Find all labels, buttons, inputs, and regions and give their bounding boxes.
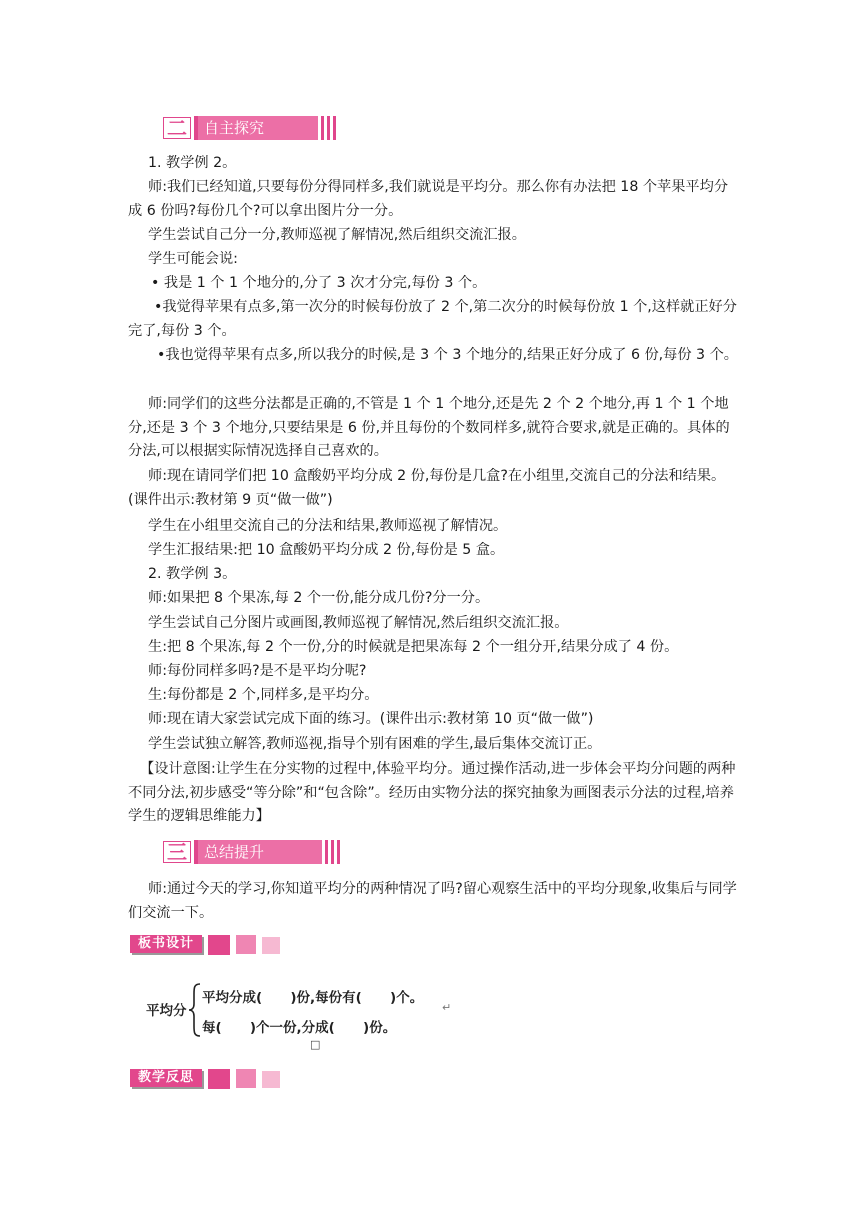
paragraph: 2. 教学例 3。 bbox=[148, 566, 237, 582]
paragraph: 学生尝试自己分图片或画图,教师巡视了解情况,然后组织交流汇报。 bbox=[148, 615, 569, 631]
paragraph: •我也觉得苹果有点多,所以我分的时候,是 3 个 3 个地分的,结果正好分成了 6 份,每份 3 个。 bbox=[157, 347, 738, 363]
paragraph: 师:如果把 8 个果冻,每 2 个一份,能分成几份?分一分。 bbox=[148, 590, 490, 606]
section-number-box: 三 bbox=[163, 841, 191, 863]
section-title: 总结提升 bbox=[198, 840, 322, 864]
decor-square bbox=[236, 1069, 256, 1088]
decor-square bbox=[262, 1071, 280, 1088]
decor-square bbox=[262, 937, 280, 954]
board-root-label: 平均分 bbox=[146, 1003, 187, 1019]
return-mark-icon: ↵ bbox=[442, 1001, 452, 1014]
paragraph: 1. 教学例 2。 bbox=[148, 155, 237, 171]
board-line-2: 每( )个一份,分成( )份。 bbox=[202, 1020, 397, 1036]
design-intent-paragraph: 【设计意图:让学生在分实物的过程中,体验平均分。通过操作活动,进一步体会平均分问题的两种不同分法,初步感受“等分除”和“包含除”。经历由实物分法的探究抽象为画图表示分法的过程,培养学生的逻辑思维能力】 bbox=[128, 761, 736, 824]
paragraph: •我觉得苹果有点多,第一次分的时候每份放了 2 个,第二次分的时候每份放 1 个,这样就正好分完了,每份 3 个。 bbox=[128, 299, 737, 339]
paragraph: • 我是 1 个 1 个地分的,分了 3 次才分完,每份 3 个。 bbox=[151, 275, 487, 291]
paragraph: 师:现在请大家尝试完成下面的练习。(课件出示:教材第 10 页“做一做”) bbox=[148, 711, 594, 727]
paragraph: 师:现在请同学们把 10 盒酸奶平均分成 2 份,每份是几盒?在小组里,交流自己的分法和结果。(课件出示:教材第 9 页“做一做”) bbox=[128, 468, 726, 508]
paragraph: 生:每份都是 2 个,同样多,是平均分。 bbox=[148, 687, 379, 703]
decor-square bbox=[236, 935, 256, 954]
paragraph: 学生在小组里交流自己的分法和结果,教师巡视了解情况。 bbox=[148, 518, 508, 534]
box-mark-icon: □ bbox=[310, 1038, 321, 1051]
reflection-header bbox=[130, 1069, 280, 1089]
paragraph: 生:把 8 个果冻,每 2 个一份,分的时候就是把果冻每 2 个一组分开,结果分成了 4 份。 bbox=[148, 639, 679, 655]
section-title: 自主探究 bbox=[198, 116, 318, 140]
section-banner-summary bbox=[163, 840, 340, 864]
summary-paragraph: 师:通过今天的学习,你知道平均分的两种情况了吗?留心观察生活中的平均分现象,收集后与同学们交流一下。 bbox=[128, 881, 737, 921]
decor-square bbox=[208, 1069, 230, 1089]
reflection-label: 教学反思 bbox=[130, 1069, 202, 1087]
board-design-header bbox=[130, 935, 280, 955]
section-number-box: 二 bbox=[163, 117, 191, 139]
board-design-label: 板书设计 bbox=[130, 935, 202, 953]
paragraph: 学生汇报结果:把 10 盒酸奶平均分成 2 份,每份是 5 盒。 bbox=[148, 542, 505, 558]
paragraph: 师:我们已经知道,只要每份分得同样多,我们就说是平均分。那么你有办法把 18 个苹果平均分成 6 份吗?每份几个?可以拿出图片分一分。 bbox=[128, 179, 729, 219]
curly-brace-icon bbox=[188, 982, 202, 1038]
paragraph: 师:同学们的这些分法都是正确的,不管是 1 个 1 个地分,还是先 2 个 2 个地分,再 1 个 1 个地分,还是 3 个 3 个地分,只要结果是 6 份,并且每份的个数同样多,就符合要求,就是正确的。具体的分法,可以根据实际情况选择自己喜欢的。 bbox=[128, 396, 730, 459]
decor-square bbox=[208, 935, 230, 955]
paragraph: 师:每份同样多吗?是不是平均分呢? bbox=[148, 663, 367, 679]
board-line-1: 平均分成( )份,每份有( )个。 bbox=[202, 990, 424, 1006]
paragraph: 学生尝试自己分一分,教师巡视了解情况,然后组织交流汇报。 bbox=[148, 227, 526, 243]
paragraph: 学生尝试独立解答,教师巡视,指导个别有困难的学生,最后集体交流订正。 bbox=[148, 736, 602, 752]
paragraph: 学生可能会说: bbox=[148, 251, 238, 267]
section-banner-explore bbox=[163, 116, 336, 140]
